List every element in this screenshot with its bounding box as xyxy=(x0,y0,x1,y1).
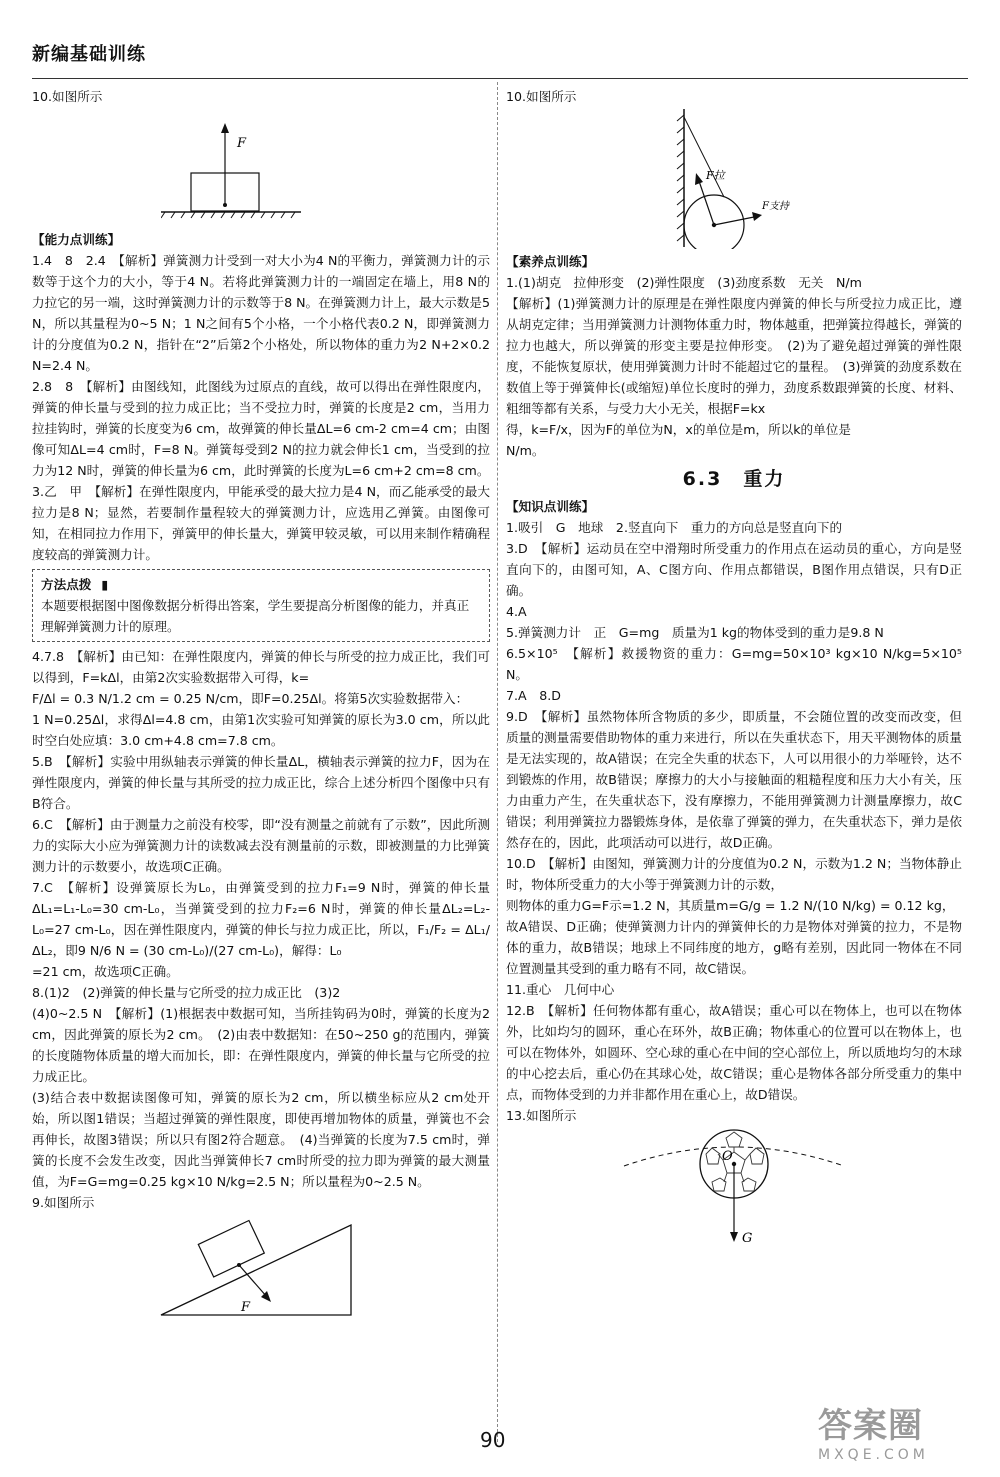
section-literacy: 【素养点训练】 xyxy=(506,254,595,269)
knowledge-6: 6.5×10⁵ 【解析】救援物资的重力：G=mg=50×10³ kg×10 N/kg=5×10⁵ N。 xyxy=(506,646,962,682)
knowledge-1-2: 1.吸引 G 地球 2.竖直向下 重力的方向总是竖直向下的 xyxy=(506,520,843,535)
method-tip-title: 方法点拨 xyxy=(41,574,97,595)
left-q10-force-label: F xyxy=(237,136,247,151)
knowledge-10-part3: 故A错误、D正确；使弹簧测力计内的弹簧伸长的力是物体对弹簧的拉力，不是物体的重力，故B错误；地球上不同纬度的地方，g略有差别，因此同一物体在不同位置测量其受到的重力略有不同，故C错误。 xyxy=(506,919,962,976)
answer-4-part3: 1 N=0.25Δl，求得Δl=4.8 cm，由第1次实验可知弹簧的原长为3.0 cm，所以此时空白处应填：3.0 cm+4.8 cm=7.8 cm。 xyxy=(32,712,490,748)
answer-4-part1: 4.7.8 【解析】由已知：在弹性限度内，弹簧的伸长与所受的拉力成正比，我们可以得到，F=kΔl，由第2次实验数据带入可得，k= xyxy=(32,649,490,685)
literacy-1-part4: N/m。 xyxy=(506,443,545,458)
left-q10-label: 10.如图所示 xyxy=(32,89,103,104)
incline-force-diagram xyxy=(141,1215,381,1323)
left-column xyxy=(32,86,490,1325)
football-center-label: O xyxy=(722,1149,733,1164)
answer-8-part1: 8.(1)2 (2)弹簧的伸长量与它所受的拉力成正比 (3)2 xyxy=(32,985,341,1000)
section-knowledge: 【知识点训练】 xyxy=(506,499,595,514)
watermark-logo xyxy=(818,1406,978,1472)
knowledge-7-8: 7.A 8.D xyxy=(506,688,561,703)
answer-7-part1: 7.C 【解析】设弹簧原长为L₀，由弹簧受到的拉力F₁=9 N时，弹簧的伸长量ΔL₁=L₁-L₀=30 cm-L₀，当弹簧受到的拉力F₂=6 N时，弹簧的伸长量ΔL₂=L₂-L₀=27 cm-L₀，因在弹性限度内，弹簧的伸长与拉力成正比，所以，F₁/F₂ = ΔL₁/ΔL₂，即9 N/6 N = (30 cm-L₀)/(27 cm-L₀)，解得：L₀ xyxy=(32,880,490,958)
section-ability: 【能力点训练】 xyxy=(32,232,121,247)
answer-2: 2.8 8 【解析】由图线知，此图线为过原点的直线，故可以得出在弹性限度内，弹簧的伸长量与受到的拉力成正比；当不受拉力时，弹簧的长度是2 cm，当用力拉挂钩时，弹簧的长度变为6 cm，故弹簧的伸长量ΔL=6 cm-2 cm=4 cm；由图像可知ΔL=4 cm时，F=8 N。弹簧每受到2 N的拉力就会伸长1 cm，当受到的拉力为12 N时，弹簧的伸长量为6 cm，此时弹簧的长度为L=6 cm+2 cm=8 cm。 xyxy=(32,379,490,478)
speaker-icon: ▮ xyxy=(101,577,109,592)
answer-4-part2: F/Δl = 0.3 N/1.2 cm = 0.25 N/cm，即F=0.25Δl。将第5次实验数据带入： xyxy=(32,691,469,706)
knowledge-10-part1: 10.D 【解析】由图知，弹簧测力计的分度值为0.2 N，示数为1.2 N；当物体静止时，物体所受重力的大小等于弹簧测力计的示数， xyxy=(506,856,962,892)
right-column xyxy=(506,86,962,1250)
page-number: 90 xyxy=(480,1428,506,1452)
literacy-1-part1: 1.(1)胡克 拉伸形变 (2)弹性限度 (3)劲度系数 无关 N/m xyxy=(506,275,862,290)
knowledge-11: 11.重心 几何中心 xyxy=(506,982,615,997)
knowledge-5: 5.弹簧测力计 正 G=mg 质量为1 kg的物体受到的重力是9.8 N xyxy=(506,625,884,640)
knowledge-13-label: 13.如图所示 xyxy=(506,1108,577,1123)
box-force-diagram xyxy=(161,109,361,227)
answer-8-part3: (3)结合表中数据读图像可知，弹簧的原长为2 cm，所以横坐标应从2 cm处开始，所以图1错误；当超过弹簧的弹性限度，即使再增加物体的质量，弹簧也不会再伸长，故图3错误；所以只有图2符合题意。 (4)当弹簧的长度为7.5 cm时，弹簧的长度不会发生改变，因此当弹簧伸长7 cm时所受的拉力即为弹簧的最大测量值，为F=G=mg=0.25 kg×10 N/kg=2.5 N；所以量程为0~2.5 N。 xyxy=(32,1090,490,1189)
knowledge-12: 12.B 【解析】任何物体都有重心，故A错误；重心可以在物体上，也可以在物体外，比如均匀的圆环，重心在环外，故B正确；物体重心的位置可以在物体上，也可以在物体外，如圆环、空心球的重心在中间的空心部位上，所以质地均匀的木球的中心挖去后，重心仍在其球心处，故C错误；重心是物体各部分所受重力的集中点，而物体受到的力并非都作用在重心上，故D错误。 xyxy=(506,1003,962,1102)
answer-3: 3.乙 甲 【解析】在弹性限度内，甲能承受的最大拉力是4 N，而乙能承受的最大拉力是8 N；显然，若要制作量程较大的弹簧测力计，应选用乙弹簧。由图像可知，在相同拉力作用下，弹簧甲的伸长量大，弹簧甲较灵敏，可以用来制作精确程度较高的弹簧测力计。 xyxy=(32,484,490,562)
gravity-label: G xyxy=(742,1231,753,1246)
method-tip-text: 本题要根据图中图像数据分析得出答案，学生要提高分析图像的能力，并真正理解弹簧测力计的原理。 xyxy=(41,598,470,634)
right-q10-label: 10.如图所示 xyxy=(506,89,577,104)
left-q9-label: 9.如图所示 xyxy=(32,1195,95,1210)
left-q9-force-label: F xyxy=(241,1300,251,1315)
right-q10-f-zhi: F支持 xyxy=(762,201,789,212)
answer-6: 6.C 【解析】由于测量力之前没有校零，即“没有测量之前就有了示数”，因此所测力的实际大小应为弹簧测力计的读数减去没有测量前的示数，即被测量的力比弹簧测力计的示数要小，故选项C正确。 xyxy=(32,817,490,874)
column-divider xyxy=(497,82,498,1442)
literacy-1-part3: 得，k=F/x，因为F的单位为N，x的单位是m，所以k的单位是 xyxy=(506,422,851,437)
method-tip-box xyxy=(32,569,490,642)
answer-5: 5.B 【解析】实验中用纵轴表示弹簧的伸长量ΔL，横轴表示弹簧的拉力F，因为在弹性限度内，弹簧的伸长量与其所受的拉力成正比，综合上述分析四个图像中只有B符合。 xyxy=(32,754,490,811)
knowledge-10-part2: 则物体的重力G=F示=1.2 N，其质量m=G/g = 1.2 N/(10 N/kg) = 0.12 kg， xyxy=(506,898,955,913)
literacy-1-part2: 【解析】(1)弹簧测力计的原理是在弹性限度内弹簧的伸长与所受拉力成正比，遵从胡克定律；当用弹簧测力计测物体重力时，物体越重，把弹簧拉得越长，弹簧的拉力也越大，所以弹簧的形变主要是拉伸形变。 (2)为了避免超过弹簧的弹性限度，不能恢复原状，使用弹簧测力计时不能超过它的量程。 (3)弹簧的劲度系数在数值上等于弹簧伸长(或缩短)单位长度时的弹力，劲度系数跟弹簧的长度、材料、粗细等都有关系，与受力大小无关，根据F=kx xyxy=(506,296,962,416)
ball-wall-diagram xyxy=(644,109,824,249)
answer-1: 1.4 8 2.4 【解析】弹簧测力计受到一对大小为4 N的平衡力，弹簧测力计的示数等于这个力的大小，等于4 N。若将此弹簧测力计的一端固定在墙上，用8 N的力拉它的另一端，这时弹簧测力计的示数等于8 N。在弹簧测力计上，最大示数是5 N，所以其量程为0~5 N；1 N之间有5个小格，一个小格代表0.2 N，即弹簧测力计的分度值为0.2 N，指针在“2”后第2个小格处，所以物体的重力为2 N+2×0.2 N=2.4 N。 xyxy=(32,253,490,373)
watermark-big: 答案圈 xyxy=(818,1406,923,1446)
answer-8-part2: (4)0~2.5 N 【解析】(1)根据表中数据可知，当所挂钩码为0时，弹簧的长度为2 cm，因此弹簧的原长为2 cm。 (2)由表中数据知：在50~250 g的范围内，弹簧的长度随物体质量的增大而加长，即：在弹性限度内，弹簧的伸长量与它所受的拉力成正比。 xyxy=(32,1006,490,1084)
right-q10-f-la: F拉 xyxy=(706,169,725,182)
header-rule xyxy=(32,78,968,79)
answer-7-part2: =21 cm，故选项C正确。 xyxy=(32,964,179,979)
knowledge-9: 9.D 【解析】虽然物体所含物质的多少，即质量，不会随位置的改变而改变，但质量的测量需要借助物体的重力来进行，所以在失重状态下，用天平测物体的质量是无法实现的，故A错误；在完全失重的状态下，人可以用很小的力举哑铃，达不到锻炼的作用，故B错误；摩擦力的大小与接触面的粗糙程度和压力大小有关，压力由重力产生，在失重状态下，没有摩擦力，不能用弹簧测力计测量摩擦力，故C错误；利用弹簧拉力器锻炼身体，是依靠了弹簧的弹力，在失重状态下，弹力是依然存在的，因此，此项活动可以进行，故D正确。 xyxy=(506,709,962,850)
football-gravity-diagram xyxy=(604,1128,864,1248)
knowledge-3: 3.D 【解析】运动员在空中滑翔时所受重力的作用点在运动员的重心，方向是竖直向下的，由图可知，A、C图方向、作用点都错误，B图作用点错误，只有D正确。 xyxy=(506,541,962,598)
section-title-6-3: 6.3 重力 xyxy=(682,468,786,490)
knowledge-4: 4.A xyxy=(506,604,527,619)
header-title: 新编基础训练 xyxy=(32,44,146,65)
watermark-small: MXQE.COM xyxy=(818,1447,929,1463)
